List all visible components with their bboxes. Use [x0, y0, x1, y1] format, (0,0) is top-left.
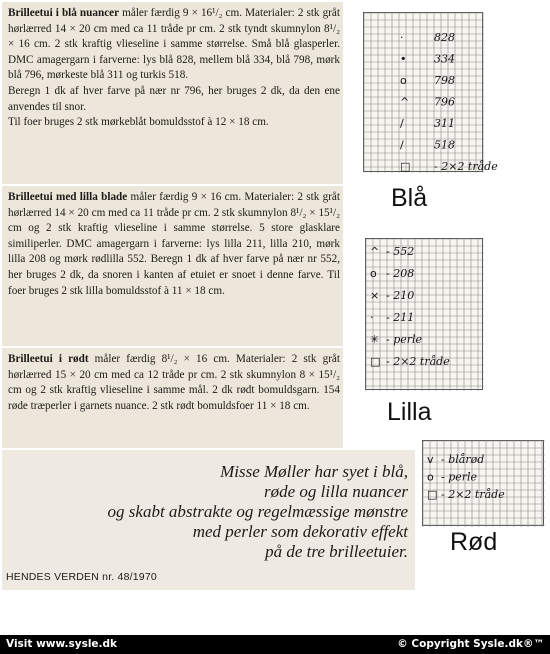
legend-label: - perle	[386, 333, 423, 346]
legend-symbol: ×	[370, 289, 380, 302]
chart-svg-bla	[364, 13, 498, 173]
legend-symbol: □	[370, 355, 381, 368]
clipping-rod	[2, 348, 343, 448]
chart-card-bla	[363, 12, 498, 234]
legend-label: - 208	[386, 267, 415, 280]
legend-label: 828	[434, 31, 455, 44]
legend-symbol: /	[400, 138, 404, 152]
legend-label: - 2×2 tråde	[441, 488, 505, 501]
source-credit: HENDES VERDEN nr. 48/1970	[6, 571, 157, 583]
legend-symbol: □	[400, 160, 411, 173]
chart-label-bla: Blå	[391, 184, 428, 212]
legend-label: - 211	[386, 311, 415, 324]
heading-lilla: Brilleetui med lilla blade	[8, 191, 128, 203]
legend-label: 334	[434, 52, 455, 66]
text-bla	[8, 6, 340, 131]
quote-line: røde og lilla nuancer	[263, 482, 408, 501]
legend-symbol: •	[400, 52, 407, 66]
legend-label: 796	[434, 95, 455, 109]
quote-text	[22, 462, 408, 562]
footer-visit-link[interactable]: Visit www.sysle.dk	[6, 638, 118, 650]
footer-copyright: © Copyright Sysle.dk®™	[397, 638, 544, 650]
chart-svg-lilla	[366, 239, 484, 391]
legend-label: - 552	[386, 245, 415, 258]
quote-line: og skabt abstrakte og regelmæssige mønstre	[107, 502, 408, 521]
legend-symbol: o	[427, 470, 434, 484]
heading-bla: Brilleetui i blå nuancer	[8, 7, 120, 19]
body-lilla: måler færdig 9 × 16 cm. Materialer: 2 stk gråt hørlærred 14 × 20 cm med ca 11 tråde pr cm. 2 stk skumnylon 8¹/₂ × 15¹/₂ cm og 2 stk kraftig vlieseline i samme størrelse. 5 store glasklare similiperler. DMC amagergarn i farverne: lys lilla 211, lilla 210, mørk lilla 208 og mørk rødlilla 552. Beregn 1 dk af hver farve på nær nr 552, her bruges 2 dk, da snoren i kanten af etuiet er snoet i denne farve. Til foer bruges 2 stk lilla bomuldsstof à 11 × 18 cm.	[8, 191, 341, 297]
chart-card-rod	[422, 440, 544, 568]
body-bla: måler færdig 9 × 16¹/₂ cm. Materialer: 2 stk gråt hørlærred 14 × 20 cm med ca 11 tråde pr cm. 2 stk tyndt skumnylon 8¹/₂ × 16 cm. 2 stk kraftig vlieseline i samme størrelse. Små blå glasperler. DMC amagergarn i farverne: lys blå 828, mellem blå 334, blå 798, mørk blå 796, mørkeste blå 311 og turkis 518.	[8, 7, 340, 82]
text-rod	[8, 352, 340, 414]
legend-label: - perle	[441, 470, 478, 484]
clipping-lilla	[2, 186, 343, 346]
legend-symbol: ^	[400, 95, 410, 109]
quote-line: med perler som dekorativ effekt	[192, 522, 408, 541]
legend-symbol: o	[400, 74, 407, 87]
clipping-quote	[2, 450, 415, 590]
legend-label: 518	[434, 138, 455, 152]
legend-symbol: ✳	[370, 333, 380, 346]
legend-symbol: ·	[370, 311, 374, 324]
legend-symbol: /	[400, 117, 404, 130]
legend-label: 311	[434, 117, 455, 130]
chart-grid-lilla	[365, 238, 483, 390]
legend-label: - blårød	[441, 453, 485, 466]
legend-symbol: v	[427, 453, 434, 466]
legend-symbol: □	[427, 488, 438, 501]
legend-symbol: ^	[370, 245, 380, 258]
legend-label: 798	[434, 74, 455, 87]
quote-line: Misse Møller har syet i blå,	[220, 462, 408, 481]
chart-card-lilla	[365, 238, 483, 434]
chart-label-rod: Rød	[450, 528, 498, 556]
quote-line: på de tre brilleetuier.	[265, 542, 408, 561]
body-rod: måler færdig 8¹/₂ × 16 cm. Materialer: 2 stk gråt hørlærred 15 × 20 cm med ca 12 tråde pr cm. 2 stk skumnylon 8 × 15¹/₂ cm og 2 stk kraftig vlieseline i samme mål. 2 dk rødt bomuldsgarn. 154 røde træperler i garnets nuance. 2 stk rødt bomuldsfoer 11 × 18 cm.	[8, 353, 340, 412]
heading-rod: Brilleetui i rødt	[8, 353, 89, 365]
para2-bla: Beregn 1 dk af hver farve på nær nr 796, her bruges 2 dk, da den ene anvendes til snor.	[8, 84, 340, 113]
legend-symbol: o	[370, 267, 377, 280]
chart-svg-rod	[423, 441, 545, 527]
footer-bar	[0, 635, 550, 654]
chart-label-lilla: Lilla	[387, 398, 432, 426]
para3-bla: Til foer bruges 2 stk mørkeblåt bomuldsstof à 12 × 18 cm.	[8, 116, 269, 129]
legend-label: - 2×2 tråde	[434, 160, 498, 173]
clipping-bla	[2, 2, 343, 184]
text-lilla	[8, 190, 340, 299]
chart-grid-bla	[363, 12, 498, 173]
legend-symbol: ·	[400, 31, 404, 44]
legend-label: - 210	[386, 289, 415, 302]
legend-label: - 2×2 tråde	[386, 355, 450, 368]
chart-grid-rod	[422, 440, 544, 526]
